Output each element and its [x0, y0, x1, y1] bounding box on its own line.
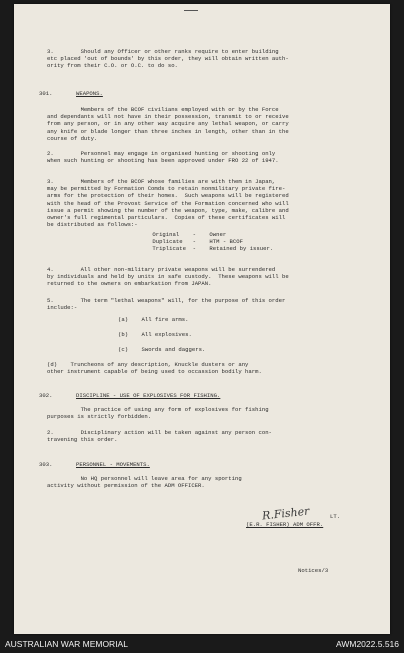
- list-item-b: (b) All explosives.: [118, 331, 192, 338]
- document-page: [14, 4, 390, 634]
- list-item-c: (c) Swords and daggers.: [118, 346, 206, 353]
- list-item-a: (a) All fire arms.: [118, 316, 189, 323]
- section-301-paragraph-3: 3. Members of the BCOF whose families are with them in Japan, may be permitted by Formation Comds to retain nonmilitary private fire- arms for the protection of their homes. Such weapons will be registered with the head of the Provost Service of the Formation concerned who will issue a permit showing the number of the weapon, type, make, calibre and owner's full regimental particulars. Copies of these certificates will be distributed as follows:-: [47, 178, 289, 229]
- handwritten-signature: R.Fisher: [261, 504, 310, 523]
- archive-footer-bar: [0, 636, 404, 653]
- section-301-paragraph-4: 4. All other non-military private weapons will be surrendered by individuals and held by units in safe custody. These weapons will be returned to the owners on embarkation from JAPAN.: [47, 266, 289, 288]
- section-302-paragraph-1: The practice of using any form of explosives for fishing purposes is strictly forbidden.: [47, 406, 269, 421]
- section-303-paragraph-1: No HQ personnel will leave area for any sporting activity without permission of the ADM OFFICER.: [47, 475, 242, 490]
- continuation-note: Notices/3: [298, 567, 329, 574]
- footer-institution: AUSTRALIAN WAR MEMORIAL: [5, 639, 128, 649]
- section-301-number: 301.: [39, 90, 53, 97]
- copies-distribution-list: Original - Owner Duplicate - HTM - BCOF Triplicate - Retained by issuer.: [152, 231, 274, 253]
- section-301-paragraph-2: 2. Personnel may engage in organised hunting or shooting only when such hunting or shooting has been approved under FRO 22 of 1947.: [47, 150, 279, 165]
- section-302-paragraph-2: 2. Disciplinary action will be taken against any person con- travening this order.: [47, 429, 272, 444]
- footer-accession-number: AWM2022.5.516: [336, 639, 399, 649]
- signature-rank: LT.: [330, 513, 341, 520]
- section-302-number: 302.: [39, 392, 53, 399]
- section-301-heading: WEAPONS.: [76, 90, 103, 97]
- list-item-d: (d) Truncheons of any description, Knuckle dusters or any other instrument capable of being used to occassion bodily harm.: [47, 361, 262, 376]
- paragraph-3-out-of-bounds: 3. Should any Officer or other ranks require to enter building etc placed 'out of bounds' by this order, they will obtain written auth- ority from their C.O. or O.C. to do so.: [47, 48, 289, 70]
- section-301-paragraph-5: 5. The term "lethal weapons" will, for the purpose of this order include:-: [47, 297, 286, 312]
- page-top-mark: [184, 10, 198, 11]
- section-303-number: 303.: [39, 461, 53, 468]
- section-302-heading: DISCIPLINE - USE OF EXPLOSIVES FOR FISHING.: [76, 392, 221, 399]
- section-303-heading: PERSONNEL - MOVEMENTS.: [76, 461, 150, 468]
- section-301-paragraph-1: Members of the BCOF civilians employed with or by the Force and dependants will not have in their possession, transmit to or receive from any person, or in any other way acquire any lethal weapon, or carry any knife or blade longer than three inches in length, other than in the course of duty.: [47, 106, 289, 142]
- signature-name-line: (E.R. FISHER) ADM OFFR.: [246, 521, 324, 528]
